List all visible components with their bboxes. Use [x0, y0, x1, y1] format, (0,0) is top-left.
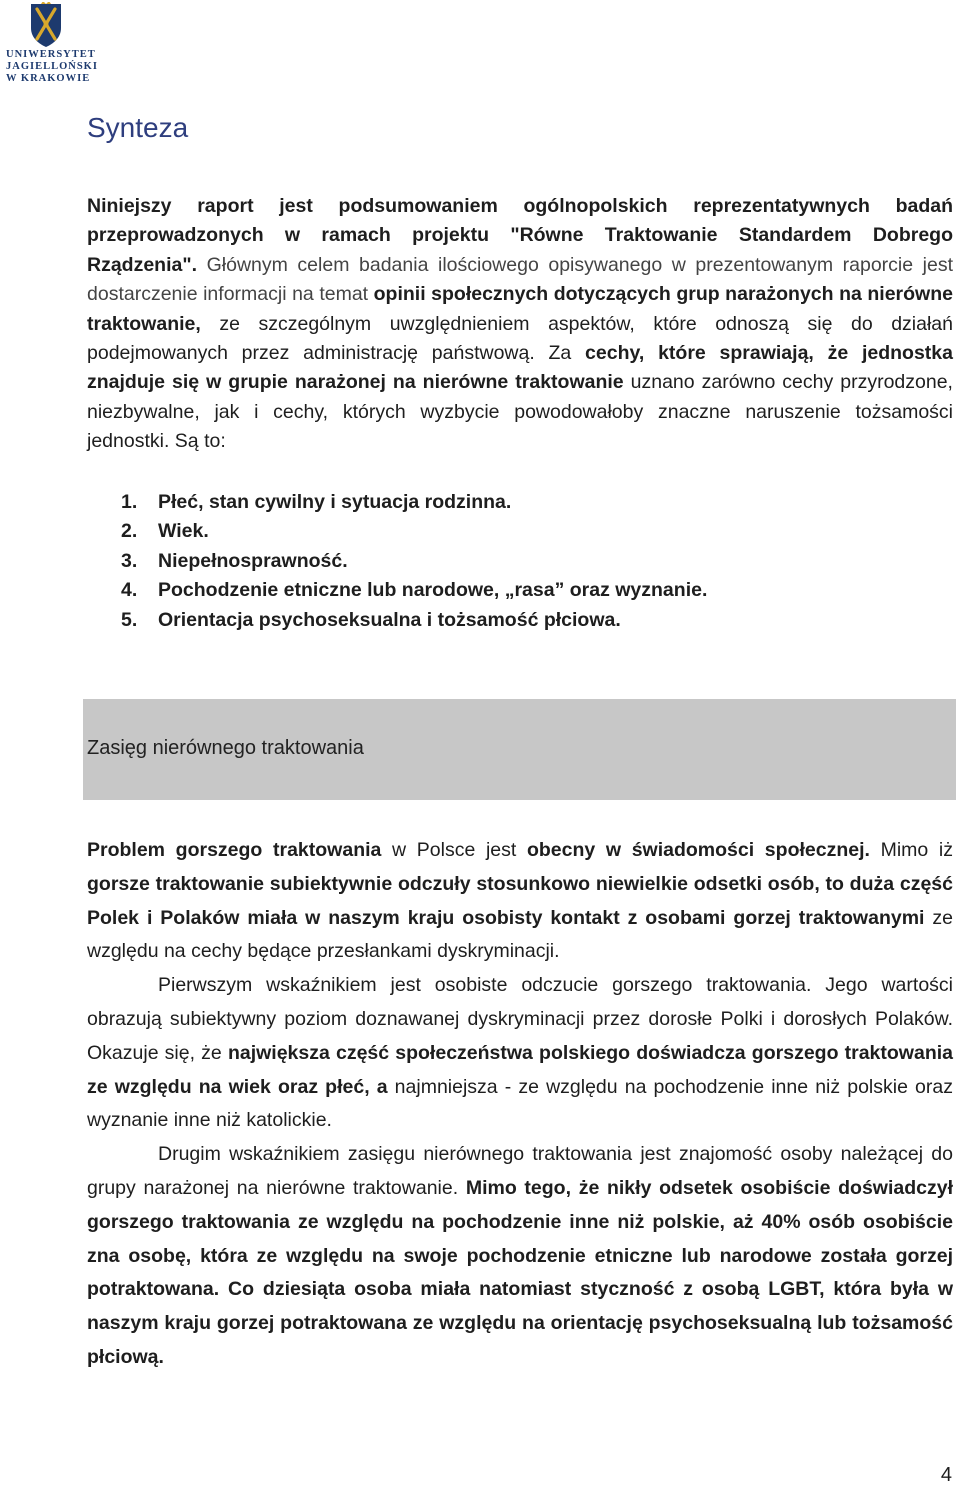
page-title: Synteza	[87, 112, 189, 143]
body-paragraph-3	[87, 1138, 953, 1375]
list-item	[121, 576, 707, 605]
list-text: Wiek.	[158, 520, 209, 543]
logo-line-3: W KRAKOWIE	[6, 73, 91, 84]
body-paragraph-2	[87, 969, 953, 1138]
list-number: 5.	[121, 608, 138, 631]
bold-run: gorsze traktowanie subiektywnie odczuły stosunkowo niewielkie odsetki osób, to duża część Polek i Polaków miała w naszym kraju osobisty kontakt z osobami gorzej traktowanymi	[87, 872, 953, 929]
intro-text-2: ze szczególnym uwzględnieniem aspektów, które odnoszą się do działań podejmowanych przez administrację państwową. Za	[87, 312, 953, 365]
logo-line-1: UNIWERSYTET	[6, 49, 96, 60]
text-run: w Polsce jest	[381, 839, 527, 861]
list-number: 2.	[121, 520, 138, 543]
logo-wordmark	[6, 49, 98, 85]
list-item	[121, 517, 707, 546]
list-number: 1.	[121, 491, 138, 513]
intro-bold-3: cechy, które sprawiają, że jednostka znajduje się w grupie narażonej na nierówne traktowanie	[87, 342, 953, 394]
list-item	[121, 606, 707, 635]
body-text	[87, 834, 953, 1375]
intro-paragraph	[87, 192, 953, 457]
text-run: Pierwszym wskaźnikiem jest osobiste odczucie gorszego traktowania. Jego wartości obrazują subiektywny poziom doznawanej dyskryminacji przez dorosłe Polki i dorosłych Polaków. Okazuje się, że	[87, 974, 953, 1064]
bold-run: Problem gorszego traktowania	[87, 839, 382, 861]
list-text: Płeć, stan cywilny i sytuacja rodzinna.	[158, 491, 512, 513]
list-number: 3.	[121, 549, 138, 572]
list-number: 4.	[121, 579, 138, 602]
text-run: ze względu na cechy będące przesłankami dyskryminacji.	[87, 906, 953, 963]
logo-line-2: JAGIELLOŃSKI	[6, 61, 98, 72]
intro-text-3: uznano zarówno cechy przyrodzone, niezbywalne, jak i cechy, których wyzbycie powodowałoby znaczne naruszenie tożsamości jednostki. Są to:	[87, 371, 953, 453]
list-item	[121, 547, 707, 576]
bold-run: Mimo tego, że nikły odsetek osobiście doświadczył gorszego traktowania ze względu na pochodzenie inne niż polskie, aż 40% osób osobiście zna osobę, która ze względu na swoje pochodzenie etniczne lub narodowe została gorzej potraktowana. Co dziesiąta osoba miała natomiast styczność z osobą LGBT, która była w naszym kraju gorzej potraktowana ze względu na orientację psychoseksualną lub tożsamość płciową.	[87, 1176, 953, 1368]
text-run: najmniejsza - ze względu na pochodzenie inne niż polskie oraz wyznanie inne niż katolickie.	[87, 1075, 953, 1132]
list-text: Orientacja psychoseksualna i tożsamość płciowa.	[158, 608, 621, 631]
list-text: Niepełnosprawność.	[158, 549, 348, 572]
list-text: Pochodzenie etniczne lub narodowe, „rasa” oraz wyznanie.	[158, 579, 708, 602]
text-run: Drugim wskaźnikiem zasięgu nierównego traktowania jest znajomość osoby należącej do grupy narażonej na nierówne traktowanie.	[87, 1143, 953, 1199]
intro-text: Głównym celem badania ilościowego opisywanego w prezentowanym raporcie jest dostarczenie informacji na temat	[87, 253, 953, 306]
text-run: Mimo iż	[869, 839, 953, 861]
crest-logo	[30, 2, 62, 48]
section-title: Zasięg nierównego traktowania	[87, 737, 364, 759]
intro-bold-2: opinii społecznych dotyczących grup narażonych na nierówne traktowanie,	[87, 283, 953, 335]
bold-run: największa część społeczeństwa polskiego doświadcza gorszego traktowania ze względu na wiek oraz płeć, a	[87, 1041, 953, 1098]
intro-bold: Niniejszy raport jest podsumowaniem ogólnopolskich reprezentatywnych badań przeprowadzonych w ramach projektu "Równe Traktowanie Standardem Dobrego Rządzenia".	[87, 195, 953, 276]
section-banner	[83, 699, 956, 800]
body-paragraph-1	[87, 834, 953, 969]
university-logo	[6, 2, 98, 85]
page-number: 4	[940, 1464, 952, 1486]
characteristics-list	[121, 488, 707, 635]
bold-run: obecny w świadomości społecznej.	[526, 839, 870, 861]
list-item	[121, 488, 707, 517]
